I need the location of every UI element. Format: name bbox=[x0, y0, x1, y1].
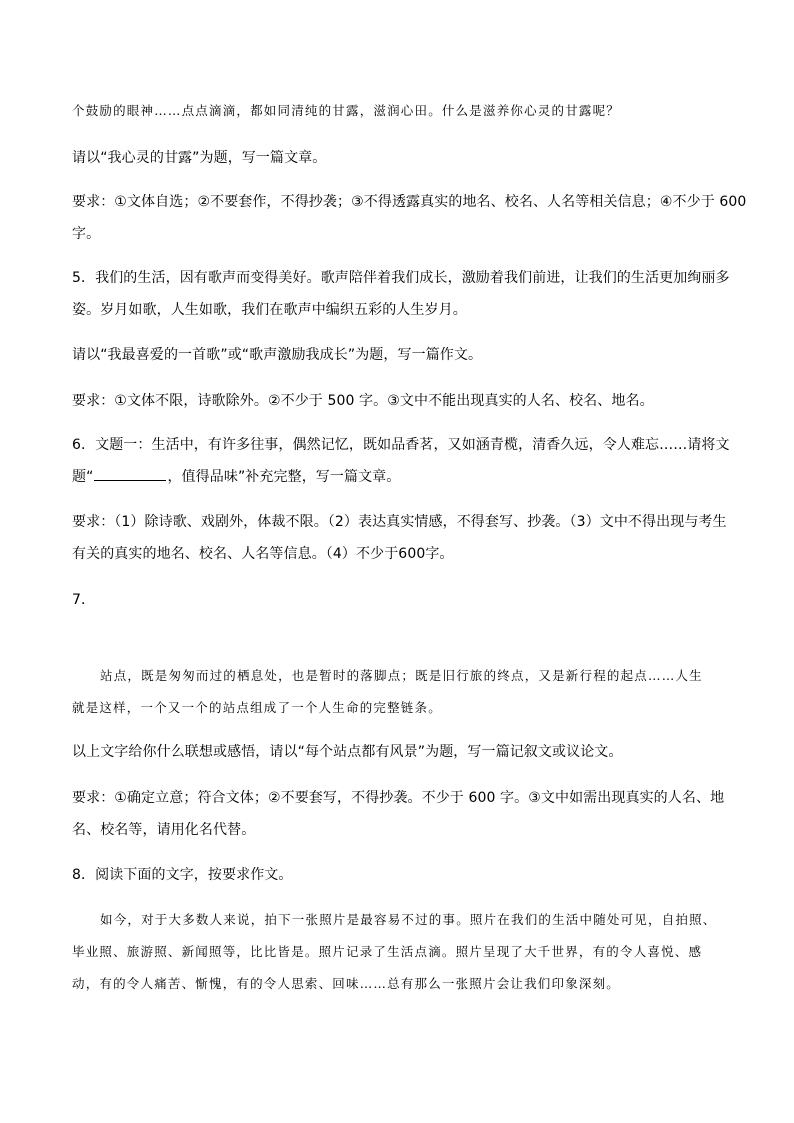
question-6-line2 bbox=[72, 467, 732, 487]
paragraph-requirement-7-line1: 要求：①确定立意；符合文体；②不要套写，不得抄袭。不少于 600 字。③文中如需出现真实的人名、地 bbox=[72, 790, 725, 806]
paragraph-requirement-4-line2: 字。 bbox=[72, 226, 101, 242]
blank-suffix: ，值得品味”补充完整，写一篇文章。 bbox=[167, 469, 401, 485]
question-5-line2: 姿。岁月如歌，人生如歌，我们在歌声中编织五彩的人生岁月。 bbox=[72, 302, 467, 318]
question-7-number: 7． bbox=[72, 592, 96, 608]
quote-7-line2: 就是这样，一个又一个的站点组成了一个人生命的完整链条。 bbox=[72, 700, 442, 715]
paragraph-task-7: 以上文字给你什么联想或感悟，请以“每个站点都有风景”为题，写一篇记叙文或议论文。 bbox=[72, 744, 623, 760]
paragraph-prompt-quote-end: 个鼓励的眼神……点点滴滴，都如同清纯的甘露，滋润心田。什么是滋养你心灵的甘露呢？ bbox=[72, 103, 621, 118]
question-5-line1: 5．我们的生活，因有歌声而变得美好。歌声陪伴着我们成长，激励着我们前进，让我们的生活更加绚丽多 bbox=[72, 270, 730, 286]
paragraph-requirement-5: 要求：①文体不限，诗歌除外。②不少于 500 字。③文中不能出现真实的人名、校名、地名。 bbox=[72, 393, 654, 409]
paragraph-requirement-6-line1: 要求：（1）除诗歌、戏剧外，体裁不限。（2）表达真实情感，不得套写、抄袭。（3）文中不得出现与考生 bbox=[72, 514, 727, 530]
quote-8-line2: 毕业照、旅游照、新闻照等，比比皆是。照片记录了生活点滴。照片呈现了大千世界，有的令人喜悦、感 bbox=[72, 944, 703, 959]
quote-7-line1: 站点，既是匆匆而过的栖息处，也是暂时的落脚点；既是旧行旅的终点，又是新行程的起点……人生 bbox=[100, 668, 703, 683]
paragraph-task-4: 请以“我心灵的甘露”为题，写一篇文章。 bbox=[72, 150, 327, 166]
question-6-line1: 6．文题一：生活中，有许多往事，偶然记忆，既如品香茗，又如涵青榄，清香久远，令人难忘……请将文 bbox=[72, 437, 730, 453]
fill-in-blank bbox=[94, 468, 166, 481]
paragraph-requirement-6-line2: 有关的真实的地名、校名、人名等信息。（4）不少于600字。 bbox=[72, 546, 454, 562]
paragraph-requirement-4-line1: 要求：①文体自选；②不要套作，不得抄袭；③不得透露真实的地名、校名、人名等相关信息；④不少于 600 bbox=[72, 194, 747, 210]
blank-prefix: 题“ bbox=[72, 469, 94, 485]
quote-8-line1: 如今，对于大多数人来说，拍下一张照片是最容易不过的事。照片在我们的生活中随处可见，自拍照、 bbox=[100, 912, 717, 927]
paragraph-task-5: 请以“我最喜爱的一首歌”或“歌声激励我成长”为题，写一篇作文。 bbox=[72, 347, 483, 363]
quote-8-line3: 动，有的令人痛苦、惭愧，有的令人思索、回味……总有那么一张照片会让我们印象深刻。 bbox=[72, 976, 621, 991]
paragraph-requirement-7-line2: 名、校名等，请用化名代替。 bbox=[72, 822, 256, 838]
question-8: 8．阅读下面的文字，按要求作文。 bbox=[72, 867, 293, 883]
